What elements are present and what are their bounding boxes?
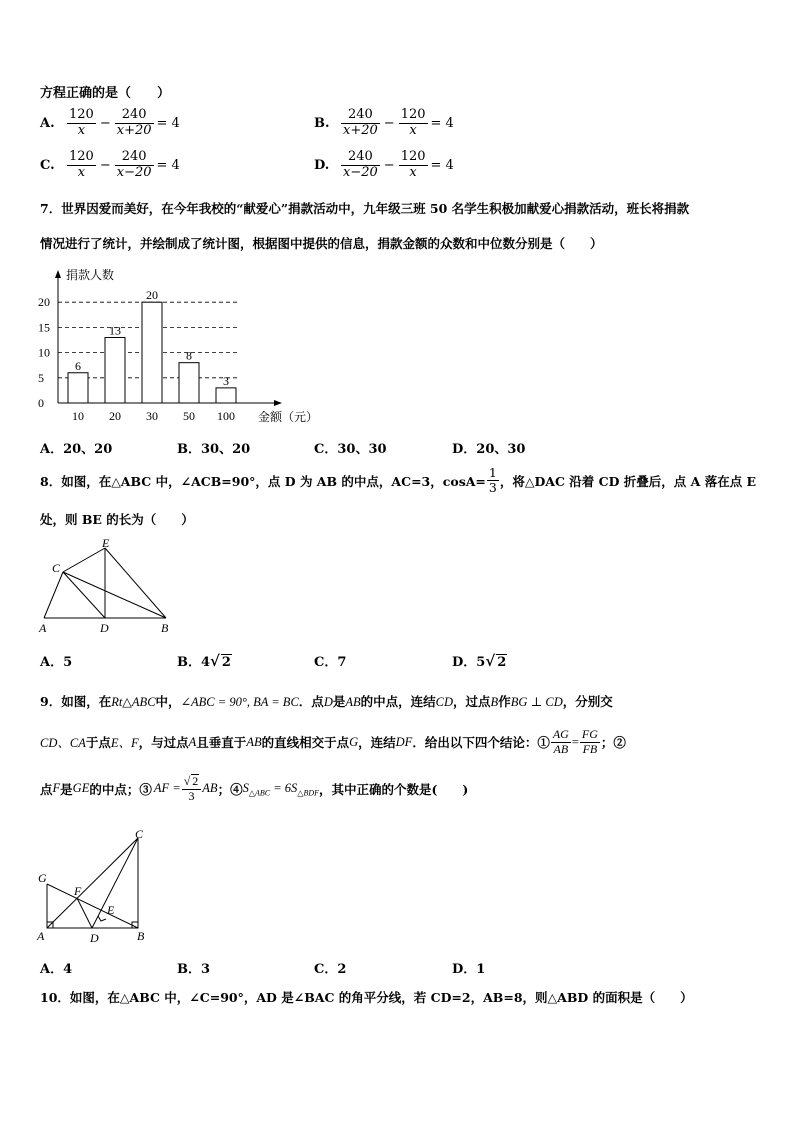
q7-stem-line1: 7．世界因爱而美好，在今年我校的“献爱心”捐款活动中，九年级三班 50 名学生积极加献爱心捐款活动，班长将捐款 xyxy=(40,201,690,216)
option-label: D． xyxy=(452,655,477,670)
q8-option-b[interactable] xyxy=(177,651,232,670)
q9-text: 是 xyxy=(60,781,73,797)
x-tick-label: 100 xyxy=(217,409,235,423)
label-a: A xyxy=(37,929,45,943)
q6-option-a[interactable]: A. $\frac{120}{x}$ − $\frac{240}{x+20}$ = 4 xyxy=(40,107,180,138)
math-rt-abc: Rt△ABC xyxy=(111,695,156,709)
x-tick-label: 10 xyxy=(72,409,84,423)
data-label: 6 xyxy=(75,358,81,373)
y-axis-arrow-icon xyxy=(55,270,61,278)
equation-rhs: = 4 xyxy=(430,115,454,131)
x-tick-label: 20 xyxy=(109,409,121,423)
q8-stem-line1 xyxy=(40,466,756,496)
data-label: 8 xyxy=(186,348,192,363)
q10-stem: 10．如图，在△ABC 中，∠C=90°，AD 是∠BAC 的角平分线，若 CD=2，AB=8，则△ABD 的面积是（ ） xyxy=(40,990,693,1005)
math-ab: AB xyxy=(246,734,262,749)
fraction-numerator: AG xyxy=(552,727,569,741)
radicand: 2 xyxy=(221,655,231,670)
y-tick-label: 5 xyxy=(38,370,44,385)
math-cd-ca: CD、CA xyxy=(40,736,86,751)
segment-ce xyxy=(63,548,105,572)
q8-option-a[interactable] xyxy=(40,651,72,670)
data-label: 3 xyxy=(223,373,229,388)
equation-rhs: = 4 xyxy=(430,157,454,173)
math-e-f: E、F xyxy=(110,736,139,751)
x-tick-label: 50 xyxy=(183,409,195,423)
radical-sign: √ xyxy=(183,774,191,788)
label-b: B xyxy=(137,929,145,943)
option-label: C. xyxy=(40,157,55,173)
fraction-denominator: x xyxy=(77,122,86,138)
q9-text: 的直线相交于点 xyxy=(261,735,350,751)
q9-stem-line1 xyxy=(40,692,613,710)
bar xyxy=(142,302,162,403)
label-d: D xyxy=(100,621,109,635)
equation-rhs: = 4 xyxy=(156,115,180,131)
radicand: 2 xyxy=(192,774,199,788)
q9-text: 作 xyxy=(498,694,511,709)
math-d: D xyxy=(323,695,333,709)
math-ge: GE xyxy=(72,781,90,796)
fraction-numerator: 120 xyxy=(69,107,94,122)
q9-text: 是 xyxy=(332,694,346,709)
fraction-numerator: 240 xyxy=(115,150,154,166)
label-g: G xyxy=(38,871,47,885)
q9-text: ，其中正确的个数是( ) xyxy=(319,781,469,797)
q8-text-a: 8．如图，在△ABC 中，∠ACB=90°，点 D 为 AB 的中点，AC=3，cosA= xyxy=(40,473,486,489)
q8-option-d[interactable] xyxy=(452,651,507,670)
math-bg-perp-cd: BG ⊥ CD xyxy=(510,695,563,709)
fraction-denominator: x xyxy=(409,122,417,138)
q9-text: 中， xyxy=(155,694,181,709)
option-value: 7 xyxy=(337,655,347,670)
fraction-denominator: x xyxy=(77,164,86,180)
label-e: E xyxy=(107,903,115,917)
q9-text: ；④ xyxy=(217,781,243,797)
fraction-denominator: 3 xyxy=(188,788,195,803)
right-angle-e xyxy=(98,916,106,921)
option-value: 5 xyxy=(63,655,73,670)
q6-option-d[interactable]: D. $\frac{240}{x-20}$ − $\frac{120}{x}$ = 4 xyxy=(314,149,454,180)
fraction-denominator: x−20 xyxy=(343,164,378,180)
bar-chart xyxy=(30,262,330,430)
bar xyxy=(179,363,199,403)
q9-text: 的中点，连结 xyxy=(360,694,436,709)
fraction-numerator: 1 xyxy=(488,465,497,480)
math-subscript: △ABC xyxy=(248,788,271,798)
label-a: A xyxy=(39,621,47,635)
radical-sign: √ xyxy=(210,652,220,670)
fraction-denominator: AB xyxy=(553,741,569,756)
q9-stem-line2 xyxy=(40,728,626,757)
q7-option-c[interactable]: C．30、30 xyxy=(314,442,387,457)
q9-text: 的中点；③ xyxy=(89,781,152,797)
y-axis-label: 捐款人数 xyxy=(66,268,115,282)
math-s: S xyxy=(242,780,249,795)
fraction-denominator: x−20 xyxy=(116,164,152,180)
segment-cb xyxy=(63,572,166,618)
q6-stem: 方程正确的是（ ） xyxy=(40,86,171,101)
q9-text: 9．如图，在 xyxy=(40,694,112,709)
q6-option-c[interactable]: C. $\frac{120}{x}$ − $\frac{240}{x-20}$ = 4 xyxy=(40,149,180,180)
q8-triangle-figure xyxy=(36,536,178,636)
option-coefficient: 5 xyxy=(476,655,486,670)
q9-option-d[interactable]: D．1 xyxy=(452,962,486,977)
segment-eb xyxy=(105,548,166,618)
option-label: C． xyxy=(314,655,338,670)
option-label: B． xyxy=(177,655,201,670)
segment-ac xyxy=(44,572,63,618)
math-b: B xyxy=(490,695,499,709)
q8-option-c[interactable] xyxy=(314,651,346,670)
math-ab: AB xyxy=(345,695,361,709)
y-tick-label: 20 xyxy=(38,295,50,310)
bar xyxy=(105,337,125,403)
option-label: A. xyxy=(40,115,55,131)
fraction-denominator: FB xyxy=(582,741,598,756)
fraction-numerator: FG xyxy=(581,727,598,741)
y-tick-label: 10 xyxy=(38,345,50,360)
fraction-numerator: 240 xyxy=(115,108,154,124)
x-axis-arrow-icon xyxy=(274,400,282,406)
q9-option-b[interactable]: B．3 xyxy=(177,962,211,977)
x-axis-label: 金额（元） xyxy=(258,410,319,424)
q9-text: ，连结 xyxy=(358,735,396,751)
option-label: B. xyxy=(314,115,330,131)
fraction-denominator: x+20 xyxy=(116,122,152,138)
fraction-numerator: 240 xyxy=(341,150,380,166)
label-d: D xyxy=(90,931,99,945)
fraction-numerator: 120 xyxy=(69,149,94,164)
q9-stem-line3 xyxy=(40,774,468,804)
fraction-numerator: 240 xyxy=(341,108,380,124)
option-label: A． xyxy=(40,655,64,670)
option-label: D. xyxy=(314,157,330,173)
math-df: DF xyxy=(395,734,413,749)
math-condition: ∠ABC = 90°, BA = BC xyxy=(180,695,299,709)
radicand: 2 xyxy=(497,655,507,670)
label-c: C xyxy=(135,827,144,841)
q7-stem-line2: 情况进行了统计，并绘制成了统计图，根据图中提供的信息，捐款金额的众数和中位数分别是（ ） xyxy=(40,236,603,251)
bar xyxy=(68,373,88,403)
y-tick-label: 0 xyxy=(38,396,44,410)
fraction-numerator: 120 xyxy=(400,149,426,164)
y-tick-label: 15 xyxy=(38,320,50,335)
q9-text: ；② xyxy=(600,735,626,751)
option-coefficient: 4 xyxy=(201,655,211,670)
data-label: 13 xyxy=(109,323,121,338)
math-af: AF = xyxy=(153,781,181,796)
math-subscript: △BDF xyxy=(297,788,319,798)
segment-ac xyxy=(47,838,138,928)
q9-triangle-figure xyxy=(32,824,152,946)
q9-text: ，与过点 xyxy=(138,735,189,751)
fraction-numerator: 120 xyxy=(400,107,426,122)
math-f: F xyxy=(52,781,61,796)
radical-sign: √ xyxy=(485,652,496,670)
fraction-denominator: x+20 xyxy=(343,122,378,138)
math-cd: CD xyxy=(435,695,454,709)
label-b: B xyxy=(161,621,169,635)
q9-text: ．给出以下四个结论：① xyxy=(412,735,550,751)
q7-option-d[interactable]: D．20、30 xyxy=(452,442,526,457)
q9-text: ，过点 xyxy=(453,694,491,709)
q6-option-b[interactable]: B. $\frac{240}{x+20}$ − $\frac{120}{x}$ = 4 xyxy=(314,107,454,138)
segment-gb xyxy=(47,884,138,928)
q9-option-a[interactable]: A．4 xyxy=(40,962,73,977)
segment-cd xyxy=(63,572,105,618)
q7-option-a[interactable]: A．20、20 xyxy=(40,442,113,457)
q9-text: 且垂直于 xyxy=(196,735,247,751)
q9-text: 点 xyxy=(40,781,53,797)
equals-sign: = xyxy=(571,734,579,749)
math-g: G xyxy=(349,734,359,749)
label-c: C xyxy=(52,561,61,575)
label-f: F xyxy=(74,884,82,898)
fraction-denominator: 3 xyxy=(488,480,497,496)
bar xyxy=(216,388,236,403)
fraction-denominator: x xyxy=(409,164,417,180)
q9-option-c[interactable]: C．2 xyxy=(314,962,347,977)
q7-option-b[interactable]: B．30、20 xyxy=(177,442,251,457)
x-tick-label: 30 xyxy=(146,409,158,423)
segment-dc xyxy=(92,838,138,928)
q9-text: ，分别交 xyxy=(562,694,613,709)
equation-rhs: = 4 xyxy=(156,157,180,173)
q9-text: ．点 xyxy=(298,694,324,709)
q9-text: 于点 xyxy=(85,735,111,751)
math-eq-6s: = 6S xyxy=(270,780,298,795)
math-ab: AB xyxy=(202,781,218,796)
label-e: E xyxy=(102,536,110,550)
math-a: A xyxy=(188,734,197,749)
q8-text-b: ，将△DAC 沿着 CD 折叠后，点 A 落在点 E xyxy=(499,473,757,489)
q8-stem-line2: 处，则 BE 的长为（ ） xyxy=(40,512,194,527)
data-label: 20 xyxy=(146,288,158,303)
